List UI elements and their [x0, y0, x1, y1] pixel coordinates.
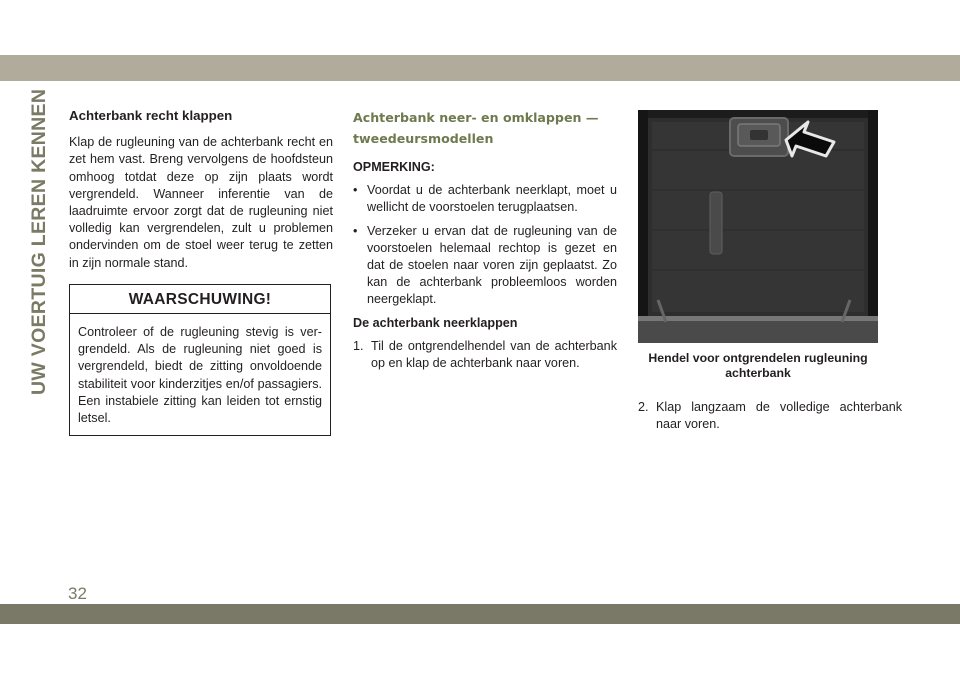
list-item-text: Voordat u de achterbank neerklapt, moet u wellicht de voorstoelen terugplaatsen. — [367, 183, 617, 215]
footer-band — [0, 604, 960, 624]
step-1 — [353, 338, 617, 372]
warning-box — [69, 284, 331, 436]
step-text: Klap langzaam de volledige achterbank naar voren. — [656, 400, 902, 432]
column-middle — [353, 107, 617, 372]
step-2 — [638, 399, 902, 433]
bullet-icon: • — [353, 183, 358, 198]
list-item — [353, 223, 617, 309]
warning-text: Controleer of de rugleuning stevig is vergrendeld. Als de rugleuning niet goed is vergrendeld, biedt de zitting onvoldoende stabiliteit voor kinderzitjes en/of passagiers. Een instabiele zitting kan leiden tot ernstig letsel. — [78, 325, 322, 426]
list-item-text: Verzeker u ervan dat de rugleuning van de voorstoelen helemaal rechtop is gezet en dat de stoelen naar voren zijn geplaatst. Zo kan de achterbank probleemloos worden neergeklapt. — [367, 223, 617, 307]
header-band — [0, 55, 960, 81]
page-number: 32 — [68, 584, 87, 603]
step-text: Til de ontgrendelhendel van de achterbank op en klap de achterbank naar voren. — [371, 338, 617, 371]
column-right — [638, 110, 902, 433]
section-side-tab: UW VOERTUIG LEREN KENNEN — [28, 88, 50, 395]
note-label: OPMERKING: — [353, 160, 435, 174]
warning-title: WAARSCHUWING! — [70, 285, 330, 314]
list-item — [353, 182, 617, 216]
step-number: 2. — [638, 400, 649, 414]
photo-caption: Hendel voor ontgrendelen rugleuning achterbank — [648, 351, 868, 380]
column-left — [69, 107, 333, 436]
seat-release-lever-photo — [638, 110, 878, 343]
subheading-neerklappen: De achterbank neerklappen — [353, 315, 518, 330]
heading-achterbank-recht-klappen: Achterbank recht klappen — [69, 108, 233, 123]
heading-neer-en-omklappen: Achterbank neer- en omklappen — tweedeursmodellen — [353, 110, 599, 146]
bullet-icon: • — [353, 223, 358, 238]
step-number: 1. — [353, 338, 364, 353]
paragraph-recht-klappen: Klap de rugleuning van de achterbank recht en zet hem vast. Breng vervolgens de hoofdsteun omhoog totdat deze op zijn plaats wordt vergrendeld. Wanneer inferentie van de laadruimte ervoor zorgt dat de rugleuning niet volledig kan vergrendelen, zult u problemen ondervinden om de stoel weer terug te zetten in zijn normale stand. — [69, 135, 333, 270]
